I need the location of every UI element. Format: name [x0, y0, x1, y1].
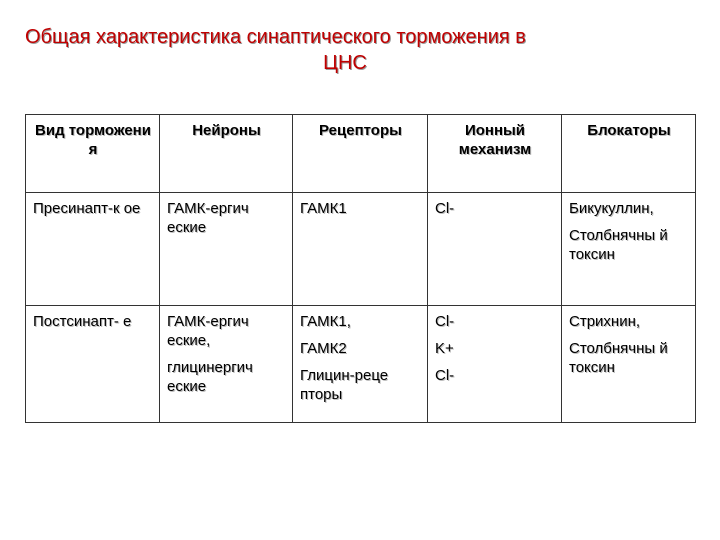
title-line-1: Общая характеристика синаптического торможения в	[25, 26, 526, 48]
cell-text: ГАМК1,	[300, 313, 351, 330]
cell-text: ГАМК-ергич еские,	[167, 313, 249, 349]
cell-text: Cl-	[435, 313, 455, 330]
cell-receptors	[293, 306, 428, 423]
slide-title	[22, 24, 698, 76]
cell-ion-mechanism	[428, 193, 562, 306]
cell-text: ГАМК1	[300, 200, 347, 217]
cell-ion-mechanism	[428, 306, 562, 423]
cell-text: ГАМК-ергич еские	[167, 200, 249, 236]
cell-text: K+	[435, 340, 454, 357]
cell-text: Cl-	[435, 200, 455, 217]
cell-blockers	[562, 306, 696, 423]
cell-neurons	[160, 306, 293, 423]
header-neurons: Нейроны	[160, 115, 293, 193]
cell-blockers	[562, 193, 696, 306]
inhibition-table	[25, 114, 696, 423]
cell-text: Глицин-реце пторы	[300, 367, 389, 403]
table-row-postsynaptic	[26, 306, 696, 423]
cell-inhibition-type	[26, 193, 160, 306]
cell-text: Столбнячны й токсин	[569, 227, 668, 263]
table-header-row	[26, 115, 696, 193]
cell-neurons	[160, 193, 293, 306]
cell-text: глицинергич еские	[167, 359, 253, 395]
cell-inhibition-type	[26, 306, 160, 423]
cell-text: Бикукуллин,	[569, 200, 654, 217]
table-row-presynaptic	[26, 193, 696, 306]
cell-receptors	[293, 193, 428, 306]
cell-text: Столбнячны й токсин	[569, 340, 668, 376]
header-inhibition-type: Вид торможени я	[26, 115, 160, 193]
header-ion-mechanism: Ионный механизм	[428, 115, 562, 193]
cell-text: Стрихнин,	[569, 313, 641, 330]
cell-text: Cl-	[435, 367, 455, 384]
cell-text: Пресинапт-к ое	[33, 200, 141, 217]
header-blockers: Блокаторы	[562, 115, 696, 193]
header-receptors: Рецепторы	[293, 115, 428, 193]
cell-text: Постсинапт- е	[33, 313, 132, 330]
cell-text: ГАМК2	[300, 340, 347, 357]
title-line-2: ЦНС	[323, 52, 367, 74]
